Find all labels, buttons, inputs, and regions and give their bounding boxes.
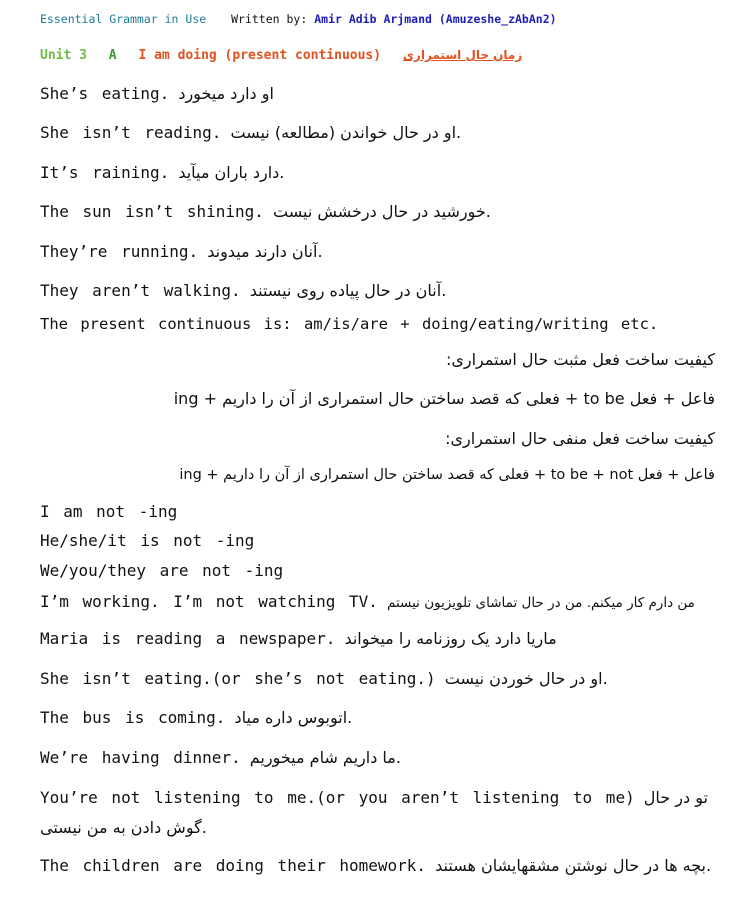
example-line [40, 629, 715, 648]
example-en: You’re not listening to me.(or you aren’t listening to me) [40, 788, 635, 807]
example-en: They’re running. [40, 242, 199, 261]
example-fa: دارد باران میآید. [178, 163, 285, 182]
example-en: The bus is coming. [40, 708, 226, 727]
negative-rule: فاعل + فعل to be + not + فعلی که قصد ساختن حال استمراری از آن را داریم + ing [179, 467, 715, 483]
author-name: Amir Adib Arjmand (Amuzeshe_zAbAn2) [314, 12, 557, 26]
page-header [40, 12, 715, 26]
example-line [40, 163, 715, 182]
example-line [40, 708, 715, 727]
example-en: She isn’t eating.(or she’s not eating.) [40, 669, 436, 688]
example-en: I’m working. I’m not watching TV. [40, 592, 378, 611]
example-line [40, 592, 715, 611]
unit-heading [40, 48, 715, 63]
example-fa: اتوبوس داره میاد. [234, 708, 353, 727]
negative-form: He/she/it is not -ing [40, 531, 255, 550]
book-title: Essential Grammar in Use [40, 12, 207, 26]
positive-rule: فاعل + فعل to be + فعلی که قصد ساختن حال استمراری از آن را داریم + ing [173, 389, 715, 408]
example-fa: او دارد میخورد [178, 84, 274, 103]
unit-title-fa: زمان حال استمراری [402, 48, 523, 62]
example-line [40, 84, 715, 103]
example-en: She’s eating. [40, 84, 170, 103]
example-fa: آنان در حال پیاده روی نیستند. [249, 281, 447, 300]
negative-form: I am not -ing [40, 502, 178, 521]
example-line [40, 242, 715, 261]
unit-section: A [108, 48, 117, 63]
unit-number: Unit 3 [40, 48, 87, 63]
present-continuous-formula: The present continuous is: am/is/are + doing/eating/writing etc. [40, 315, 659, 333]
positive-heading: کیفیت ساخت فعل مثبت حال استمراری: [445, 350, 715, 369]
example-line [40, 669, 715, 688]
negative-form: We/you/they are not -ing [40, 561, 284, 580]
example-line [40, 202, 715, 221]
negative-heading: کیفیت ساخت فعل منفی حال استمراری: [445, 429, 715, 448]
example-en: It’s raining. [40, 163, 170, 182]
example-fa: او در حال خوردن نیست. [444, 669, 608, 688]
example-en: She isn’t reading. [40, 123, 222, 142]
example-line [40, 281, 715, 300]
example-fa: آنان دارند میدوند. [207, 242, 323, 261]
example-fa: من دارم کار میکنم. من در حال تماشای تلویزیون نیستم [386, 595, 695, 611]
example-fa: بچه ها در حال نوشتن مشقهایشان هستند. [435, 856, 712, 875]
example-line [40, 123, 715, 142]
example-en: They aren’t walking. [40, 281, 241, 300]
example-en: Maria is reading a newspaper. [40, 629, 336, 648]
example-en: The sun isn’t shining. [40, 202, 264, 221]
example-fa: ماریا دارد یک روزنامه را میخواند [344, 629, 557, 648]
example-line [40, 783, 715, 843]
example-fa: تو در حال گوش دادن به من نیستی. [40, 788, 708, 837]
written-by-label: Written by: [231, 12, 308, 26]
example-line [40, 856, 715, 875]
example-fa: خورشید در حال درخشش نیست. [273, 202, 491, 221]
example-fa: ما داریم شام میخوریم. [249, 748, 401, 767]
example-line [40, 748, 715, 767]
unit-title: I am doing (present continuous) [138, 48, 382, 63]
example-en: The children are doing their homework. [40, 856, 427, 875]
example-en: We’re having dinner. [40, 748, 241, 767]
example-fa: او در حال خواندن (مطالعه) نیست. [230, 123, 462, 142]
